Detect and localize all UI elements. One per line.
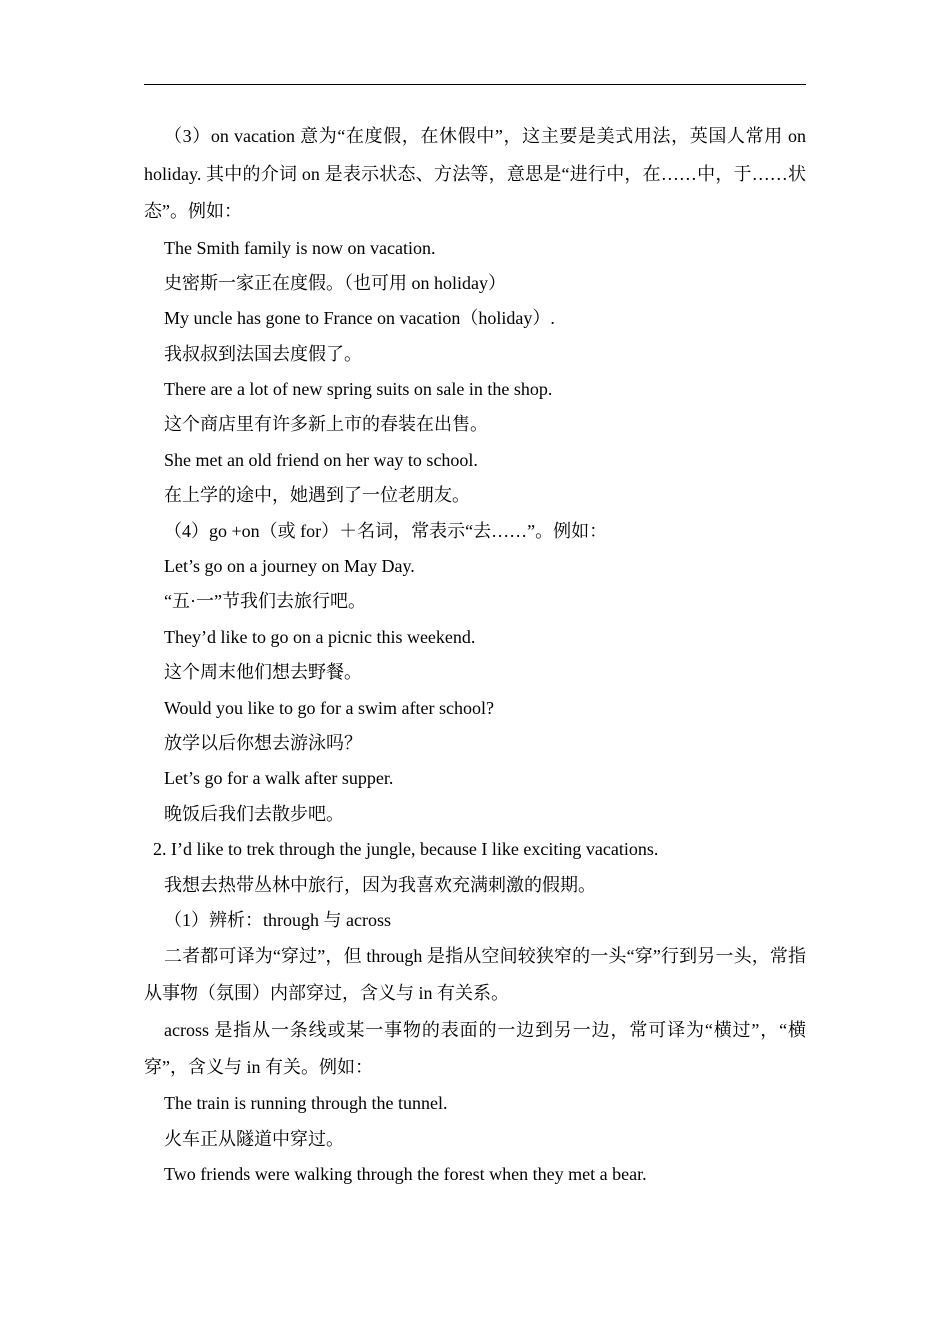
example-translation: 火车正从隧道中穿过。 [164, 1128, 344, 1149]
numbered-item-2: 2. I’d like to trek through the jungle, because I like exciting vacations. [153, 839, 659, 860]
example-translation: 放学以后你想去游泳吗？ [164, 732, 362, 753]
example-translation: 这个周末他们想去野餐。 [164, 662, 362, 683]
document-body [144, 118, 806, 1192]
paragraph-across: across 是指从一条线或某一事物的表面的一边到另一边，常可译为“横过”，“横穿”，含义与 in 有关。例如： [144, 1020, 806, 1078]
section-heading-go-on: （4）go +on（或 for）＋名词，常表示“去……”。例如： [164, 520, 608, 541]
example-translation: 在上学的途中，她遇到了一位老朋友。 [164, 485, 470, 506]
section-heading-through-across: （1）辨析：through 与 across [164, 909, 391, 930]
example-sentence: Let’s go for a walk after supper. [164, 768, 394, 789]
paragraph-on-vacation: （3）on vacation 意为“在度假，在休假中”，这主要是美式用法，英国人常用 on holiday. 其中的介词 on 是表示状态、方法等，意思是“进行中，在……中，于……状态”。例如： [144, 126, 806, 221]
example-translation: 我想去热带丛林中旅行，因为我喜欢充满刺激的假期。 [164, 874, 596, 895]
example-translation: 晚饭后我们去散步吧。 [164, 803, 344, 824]
example-translation: 这个商店里有许多新上市的春装在出售。 [164, 414, 488, 435]
example-sentence: They’d like to go on a picnic this weekend. [164, 626, 476, 647]
example-sentence: Let’s go on a journey on May Day. [164, 556, 415, 577]
example-translation: 我叔叔到法国去度假了。 [164, 343, 362, 364]
example-sentence: She met an old friend on her way to school. [164, 449, 478, 470]
header-rule [144, 84, 806, 85]
example-translation: “五·一”节我们去旅行吧。 [164, 591, 366, 612]
paragraph-through: 二者都可译为“穿过”，但 through 是指从空间较狭窄的一头“穿”行到另一头，常指从事物（氛围）内部穿过，含义与 in 有关系。 [144, 946, 806, 1004]
example-sentence: Two friends were walking through the forest when they met a bear. [164, 1164, 647, 1185]
example-sentence: The Smith family is now on vacation. [164, 237, 436, 258]
example-sentence: The train is running through the tunnel. [164, 1093, 448, 1114]
example-sentence: Would you like to go for a swim after school? [164, 697, 494, 718]
example-translation: 史密斯一家正在度假。（也可用 on holiday） [164, 272, 506, 293]
example-sentence: My uncle has gone to France on vacation（holiday）. [164, 308, 555, 329]
example-sentence: There are a lot of new spring suits on sale in the shop. [164, 379, 553, 400]
